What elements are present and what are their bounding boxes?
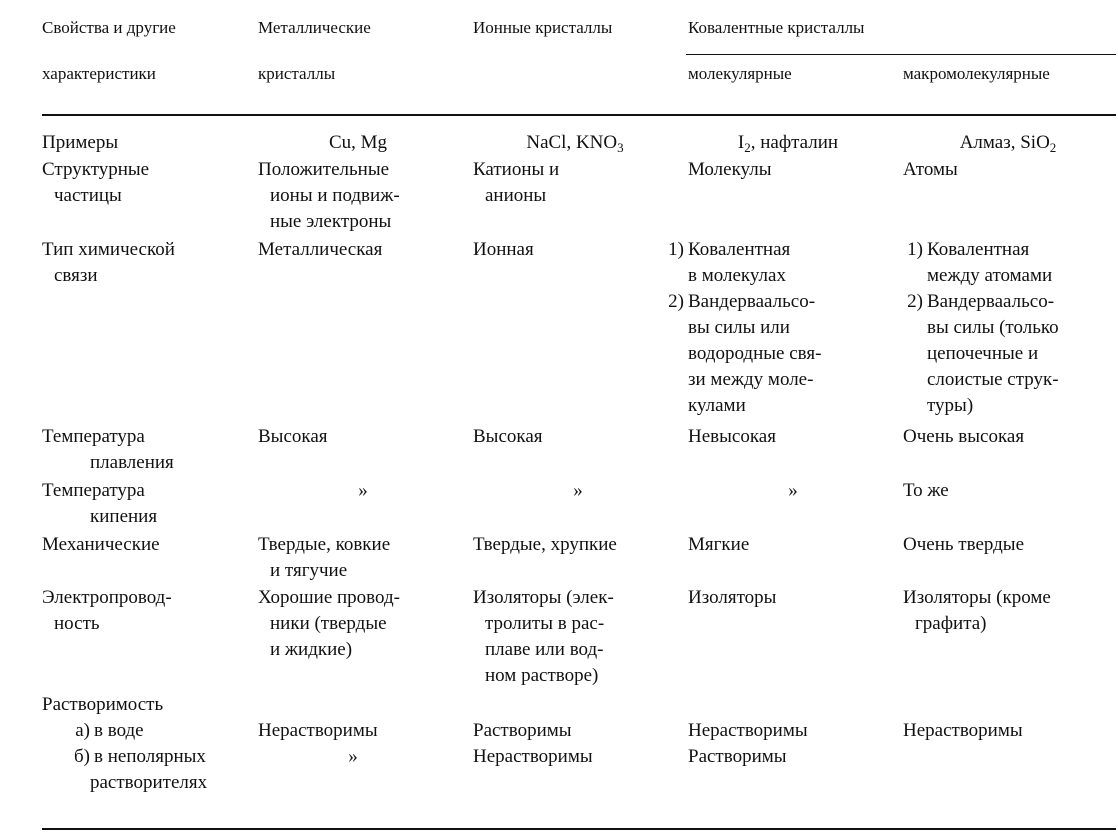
row-particles-metallic-l2: ионы и подвиж- bbox=[270, 185, 400, 206]
row-bond-macro-num1: 1) bbox=[907, 239, 923, 260]
row-bond-molecular-l1 bbox=[654, 237, 821, 263]
row-bond-label-l2: связи bbox=[54, 265, 98, 286]
row-bond-ionic: Ионная bbox=[473, 239, 534, 260]
row-particles-ionic-l1: Катионы и bbox=[473, 159, 560, 180]
row-melting-molecular: Невысокая bbox=[688, 426, 776, 447]
row-particles-label-l2: частицы bbox=[54, 185, 122, 206]
row-conductivity-label bbox=[42, 585, 172, 637]
row-particles-ionic bbox=[473, 157, 559, 209]
header-col-macromolecular: макромолекулярные bbox=[903, 64, 1050, 83]
row-bond-metallic: Металлическая bbox=[258, 239, 383, 260]
row-conductivity-ionic-l1: Изоляторы (элек- bbox=[473, 587, 614, 608]
row-conductivity-molecular: Изоляторы bbox=[688, 587, 777, 608]
row-bond-molecular-l4: вы силы или bbox=[688, 317, 790, 338]
header-covalent-rule bbox=[686, 54, 1116, 55]
row-mechanical-ionic: Твердые, хрупкие bbox=[473, 534, 617, 555]
row-solubility-metallic-a: Нерастворимы bbox=[258, 720, 378, 741]
row-bond-macro-l7: туры) bbox=[927, 395, 974, 416]
row-solubility-metallic-b: » bbox=[348, 746, 358, 767]
row-boiling-macromolecular: То же bbox=[903, 480, 949, 501]
row-boiling-label bbox=[42, 478, 157, 530]
row-particles-metallic-l3: ные электроны bbox=[270, 211, 392, 232]
row-bond-label bbox=[42, 237, 175, 289]
row-particles-molecular: Молекулы bbox=[688, 159, 772, 180]
row-conductivity-macro-l2: графита) bbox=[915, 613, 987, 634]
row-bond-label-l1: Тип химической bbox=[42, 239, 175, 260]
row-bond-macromolecular bbox=[889, 237, 1059, 419]
row-boiling-label-l2: кипения bbox=[90, 506, 158, 527]
row-examples-macro-text: Алмаз, SiO bbox=[959, 132, 1050, 153]
row-conductivity-label-l2: ность bbox=[54, 613, 100, 634]
row-particles-ionic-l2: анионы bbox=[485, 185, 547, 206]
row-bond-macro-l1 bbox=[889, 237, 1059, 263]
row-solubility-label-a bbox=[42, 718, 207, 744]
row-solubility-label-b bbox=[42, 744, 207, 770]
row-solubility-molecular-b: Растворимы bbox=[688, 746, 787, 767]
row-examples-ionic bbox=[470, 130, 680, 156]
row-mechanical-label: Механические bbox=[42, 534, 160, 555]
row-solubility-label-main: Растворимость bbox=[42, 694, 164, 715]
row-boiling-metallic: » bbox=[358, 480, 368, 501]
row-examples-metallic-text: Cu, Mg bbox=[328, 132, 388, 153]
row-particles-metallic bbox=[258, 157, 400, 235]
row-particles-label-l1: Структурные bbox=[42, 159, 150, 180]
row-examples-metallic bbox=[258, 130, 458, 156]
row-conductivity-ionic-l4: ном растворе) bbox=[485, 665, 599, 686]
row-solubility-a-label: в воде bbox=[94, 720, 144, 741]
row-mechanical-molecular: Мягкие bbox=[688, 534, 750, 555]
row-melting-label-l2: плавления bbox=[90, 452, 174, 473]
header-col-properties bbox=[42, 18, 176, 38]
row-solubility-ionic-b: Нерастворимы bbox=[473, 746, 593, 767]
header-col-covalent: Ковалентные кристаллы bbox=[688, 18, 865, 37]
header-col-ionic: Ионные кристаллы bbox=[473, 18, 613, 37]
row-bond-macro-l4: вы силы (только bbox=[927, 317, 1059, 338]
row-conductivity-macro-l1: Изоляторы (кроме bbox=[903, 587, 1051, 608]
row-conductivity-macromolecular bbox=[903, 585, 1051, 637]
row-solubility-b-label-l1: в неполярных bbox=[94, 746, 206, 767]
row-conductivity-label-l1: Электропровод- bbox=[42, 587, 172, 608]
row-examples-macromolecular bbox=[903, 130, 1113, 156]
row-solubility-ionic-a: Растворимы bbox=[473, 720, 572, 741]
row-conductivity-ionic-l2: тролиты в рас- bbox=[485, 613, 605, 634]
row-conductivity-metallic-l2: ники (твердые bbox=[270, 613, 387, 634]
header-col-properties-line1: Свойства и другие bbox=[42, 18, 176, 37]
row-examples-molecular-pre: I bbox=[737, 132, 745, 153]
row-bond-molecular-l7: кулами bbox=[688, 395, 746, 416]
row-bond-molecular-l3 bbox=[654, 289, 821, 315]
table-bottom-rule bbox=[42, 828, 1116, 830]
header-col-metallic-2 bbox=[258, 64, 335, 84]
row-bond-macro-l5: цепочечные и bbox=[927, 343, 1039, 364]
row-bond-macro-l6: слоистые струк- bbox=[927, 369, 1059, 390]
row-solubility-macromolecular-a: Нерастворимы bbox=[903, 720, 1023, 741]
row-bond-molecular-num2: 2) bbox=[668, 291, 684, 312]
row-solubility-a-num: а) bbox=[75, 720, 90, 741]
row-melting-macromolecular: Очень высокая bbox=[903, 426, 1025, 447]
row-melting-label bbox=[42, 424, 174, 476]
row-solubility-molecular-a: Нерастворимы bbox=[688, 720, 808, 741]
row-conductivity-ionic-l3: плаве или вод- bbox=[485, 639, 604, 660]
row-solubility-label bbox=[42, 692, 207, 796]
row-melting-label-l1: Температура bbox=[42, 426, 145, 447]
row-bond-macro-num2: 2) bbox=[907, 291, 923, 312]
row-examples-molecular bbox=[688, 130, 888, 156]
header-col-metallic-line2: кристаллы bbox=[258, 64, 336, 83]
row-bond-molecular-l5: водородные свя- bbox=[688, 343, 822, 364]
row-particles-label bbox=[42, 157, 149, 209]
header-col-properties-2 bbox=[42, 64, 156, 84]
row-conductivity-metallic-l1: Хорошие провод- bbox=[258, 587, 400, 608]
row-mechanical-metallic-l1: Твердые, ковкие bbox=[258, 534, 391, 555]
row-boiling-molecular: » bbox=[788, 480, 798, 501]
row-mechanical-metallic-l2: и тягучие bbox=[270, 560, 348, 581]
row-melting-metallic: Высокая bbox=[258, 426, 328, 447]
row-examples-molecular-sub: 2 bbox=[744, 140, 751, 155]
row-examples-macro-sub: 2 bbox=[1049, 140, 1057, 155]
row-conductivity-metallic-l3: и жидкие) bbox=[270, 639, 353, 660]
row-examples-ionic-text: NaCl, KNO bbox=[526, 132, 618, 153]
row-solubility-b-label-l2: растворителях bbox=[90, 772, 208, 793]
row-boiling-label-l1: Температура bbox=[42, 480, 145, 501]
row-bond-molecular bbox=[654, 237, 821, 419]
row-examples-ionic-sub: 3 bbox=[617, 140, 624, 155]
row-mechanical-metallic bbox=[258, 532, 390, 584]
header-col-molecular: молекулярные bbox=[688, 64, 792, 83]
row-particles-metallic-l1: Положительные bbox=[258, 159, 390, 180]
row-solubility-b-num: б) bbox=[74, 746, 90, 767]
header-col-metallic bbox=[258, 18, 371, 38]
row-bond-macro-l3 bbox=[889, 289, 1059, 315]
row-bond-macro-l2: между атомами bbox=[927, 265, 1053, 286]
row-examples-label: Примеры bbox=[42, 132, 119, 153]
row-conductivity-ionic bbox=[473, 585, 614, 689]
row-mechanical-macromolecular: Очень твердые bbox=[903, 534, 1025, 555]
row-melting-ionic: Высокая bbox=[473, 426, 543, 447]
row-conductivity-metallic bbox=[258, 585, 400, 663]
row-bond-macro-text2: Вандерваальсо- bbox=[927, 291, 1055, 312]
row-bond-molecular-num1: 1) bbox=[668, 239, 684, 260]
row-bond-molecular-l2: в молекулах bbox=[688, 265, 786, 286]
header-col-metallic-line1: Металлические bbox=[258, 18, 371, 37]
row-bond-molecular-text2: Вандерваальсо- bbox=[688, 291, 816, 312]
row-bond-molecular-text1: Ковалентная bbox=[688, 239, 791, 260]
row-boiling-ionic: » bbox=[573, 480, 583, 501]
row-bond-macro-text1: Ковалентная bbox=[927, 239, 1030, 260]
row-particles-macromolecular: Атомы bbox=[903, 159, 958, 180]
row-bond-molecular-l6: зи между моле- bbox=[688, 369, 814, 390]
row-examples-molecular-post: , нафталин bbox=[750, 132, 839, 153]
header-col-properties-line2: характеристики bbox=[42, 64, 156, 83]
header-bottom-rule bbox=[42, 114, 1116, 116]
